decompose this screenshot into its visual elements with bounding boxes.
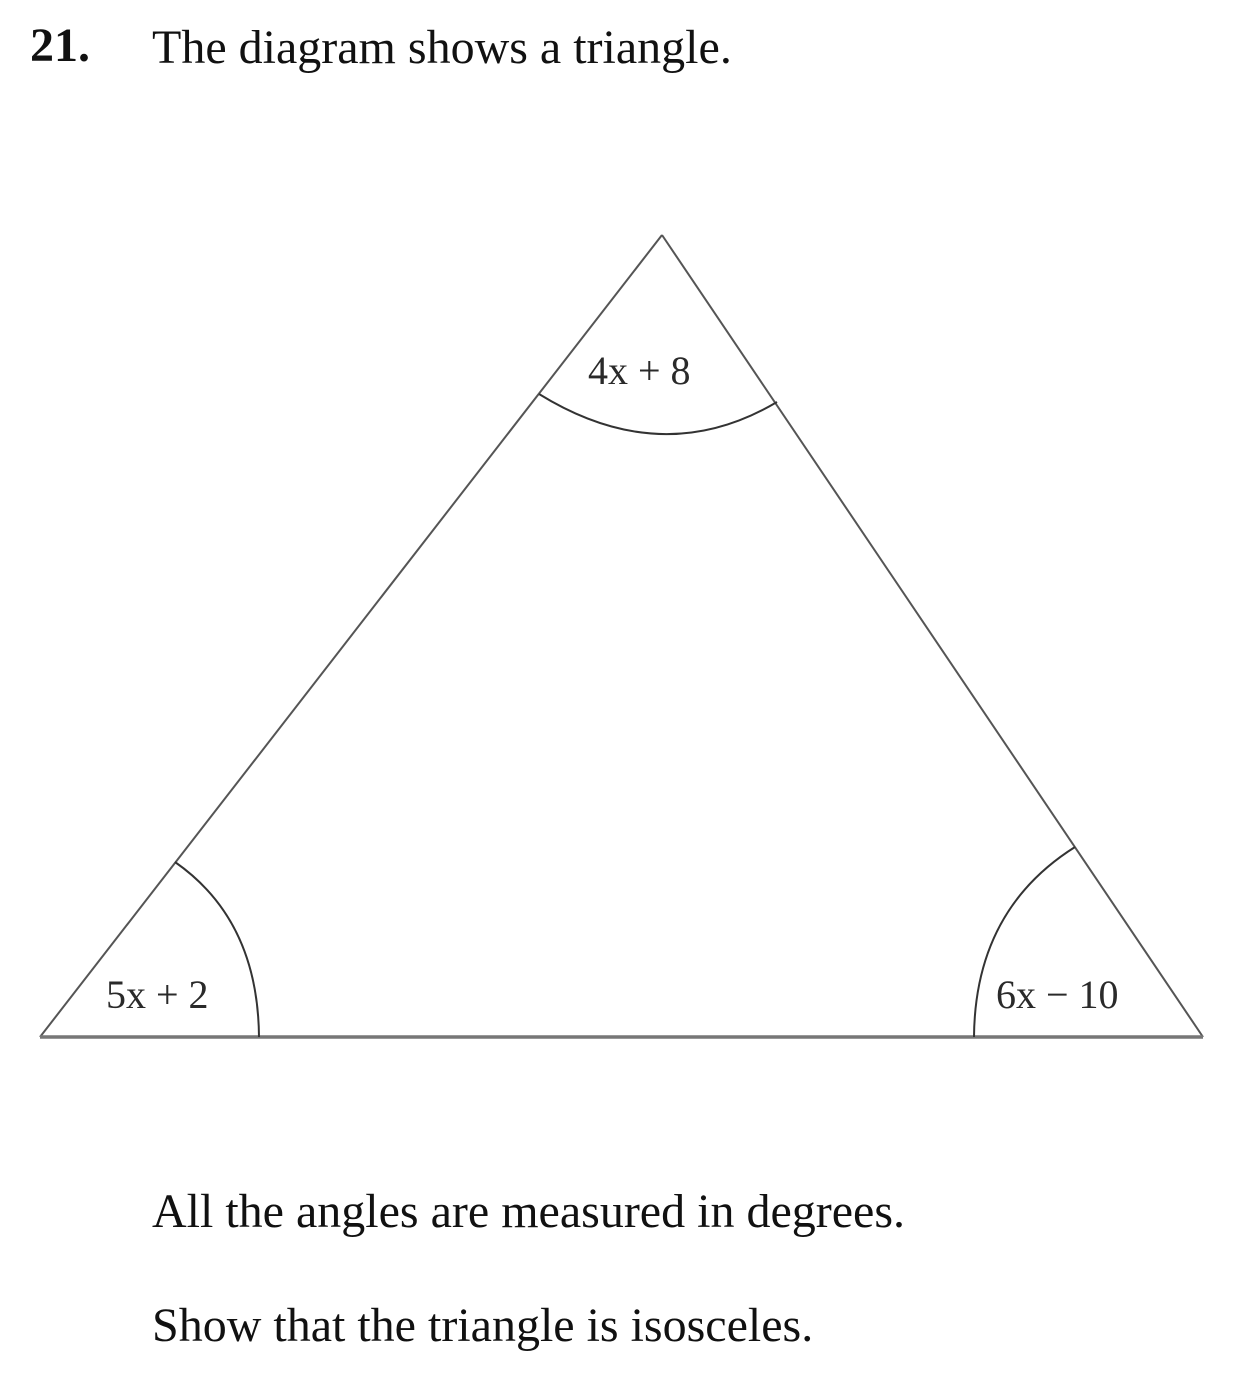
angle-label-bottom-right: 6x − 10 [996, 972, 1119, 1017]
triangle-side-right [662, 235, 1203, 1037]
triangle-side-left [40, 235, 662, 1037]
angle-arc-top [539, 394, 777, 434]
angle-label-bottom-left: 5x + 2 [106, 972, 209, 1017]
question-number: 21. [30, 19, 90, 72]
question-intro: The diagram shows a triangle. [152, 21, 732, 74]
angle-label-top: 4x + 8 [588, 348, 691, 393]
task-instruction: Show that the triangle is isosceles. [152, 1299, 814, 1352]
statement-degrees: All the angles are measured in degrees. [152, 1185, 906, 1238]
